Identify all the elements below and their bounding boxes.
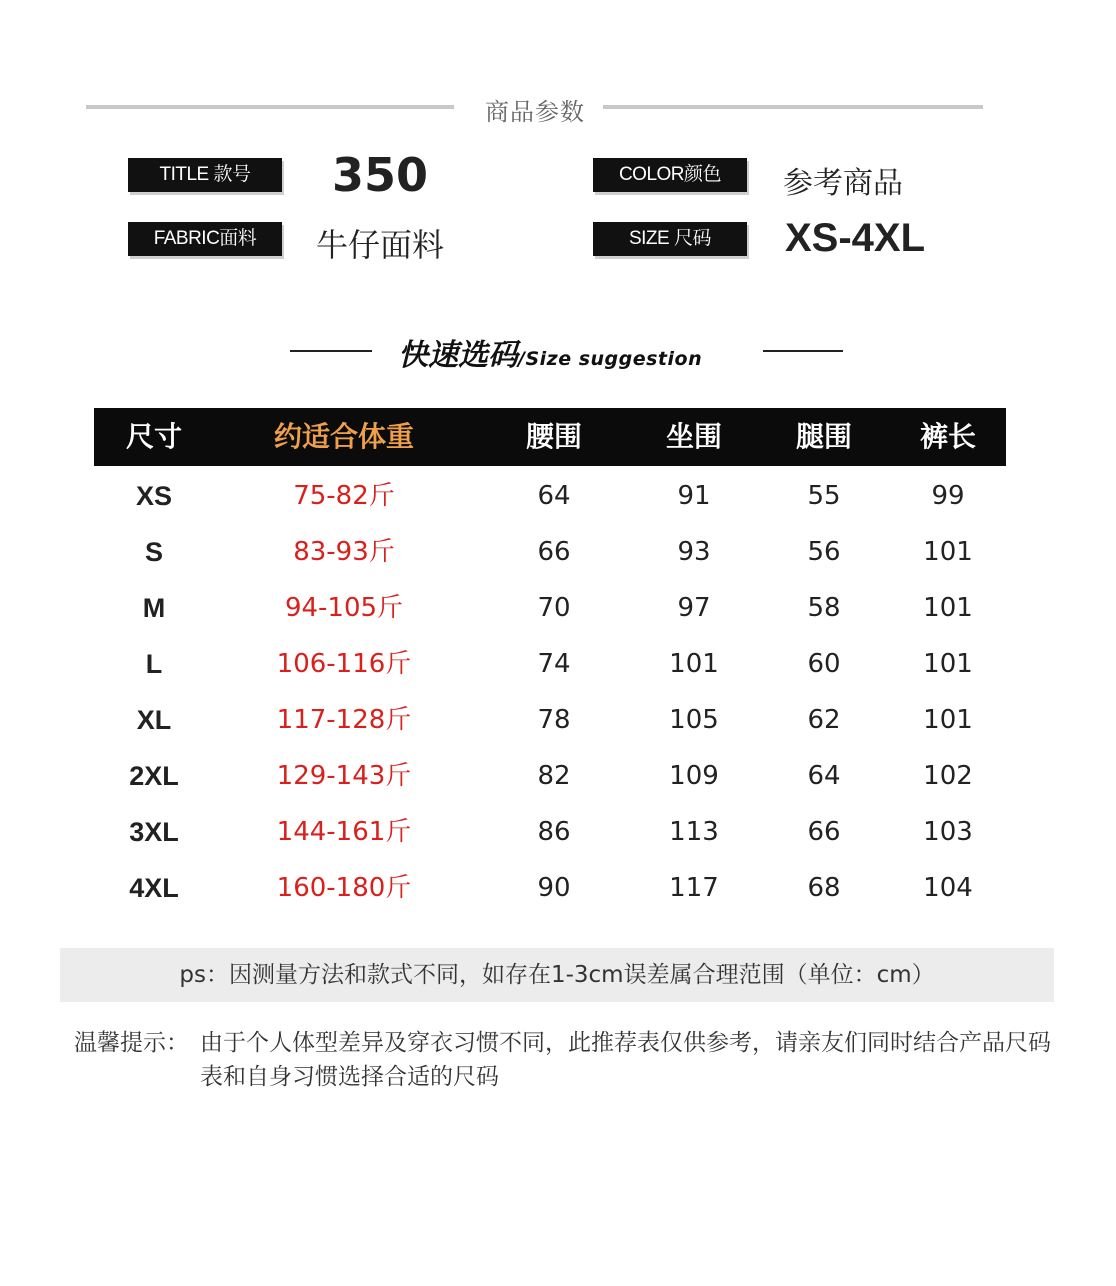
params-section-title: 商品参数 xyxy=(485,98,585,126)
cell-waist: 66 xyxy=(537,537,571,567)
header-hip: 坐围 xyxy=(665,420,722,453)
cell-hip: 109 xyxy=(669,761,719,791)
ps-note: ps：因测量方法和款式不同，如存在1-3cm误差属合理范围（单位：cm） xyxy=(60,948,1054,1002)
table-row xyxy=(94,524,1006,580)
cell-size: L xyxy=(145,649,163,679)
suggestion-divider-right xyxy=(763,350,843,352)
cell-thigh: 62 xyxy=(807,705,841,735)
cell-length: 102 xyxy=(923,761,973,791)
cell-weight: 160-180斤 xyxy=(276,873,412,903)
title-value: 350 xyxy=(332,148,429,202)
cell-waist: 78 xyxy=(537,705,571,735)
cell-waist: 86 xyxy=(537,817,571,847)
color-tag: COLOR颜色 xyxy=(593,158,747,192)
section-divider-left xyxy=(86,105,454,109)
table-row xyxy=(94,580,1006,636)
table-row xyxy=(94,804,1006,860)
cell-waist: 64 xyxy=(537,481,571,511)
cell-waist: 82 xyxy=(537,761,571,791)
section-divider-right xyxy=(603,105,983,109)
cell-hip: 91 xyxy=(677,481,711,511)
cell-size: XS xyxy=(135,481,173,511)
cell-waist: 70 xyxy=(537,593,571,623)
cell-size: M xyxy=(142,593,166,623)
cell-size: XL xyxy=(136,705,172,735)
cell-waist: 74 xyxy=(537,649,571,679)
cell-weight: 94-105斤 xyxy=(284,593,404,623)
cell-length: 101 xyxy=(923,649,973,679)
suggestion-divider-left xyxy=(290,350,372,352)
header-length: 裤长 xyxy=(919,420,976,453)
cell-length: 101 xyxy=(923,537,973,567)
cell-thigh: 58 xyxy=(807,593,841,623)
cell-thigh: 66 xyxy=(807,817,841,847)
cell-thigh: 60 xyxy=(807,649,841,679)
fabric-value: 牛仔面料 xyxy=(316,226,445,264)
table-row xyxy=(94,692,1006,748)
table-row xyxy=(94,748,1006,804)
cell-thigh: 55 xyxy=(807,481,841,511)
cell-weight: 83-93斤 xyxy=(293,537,395,567)
title-tag: TITLE 款号 xyxy=(128,158,282,192)
cell-length: 104 xyxy=(923,873,973,903)
size-suggestion-title-en: /Size suggestion xyxy=(518,348,703,370)
size-tag: SIZE 尺码 xyxy=(593,222,747,256)
cell-length: 99 xyxy=(931,481,965,511)
color-value: 参考商品 xyxy=(783,166,903,201)
cell-size: S xyxy=(144,537,163,567)
fabric-tag: FABRIC面料 xyxy=(128,222,282,256)
cell-hip: 113 xyxy=(669,817,719,847)
cell-weight: 117-128斤 xyxy=(276,705,412,735)
header-thigh: 腿围 xyxy=(795,420,852,453)
cell-weight: 129-143斤 xyxy=(276,761,412,791)
cell-size: 3XL xyxy=(129,817,179,847)
tip-label: 温馨提示： xyxy=(74,1030,189,1056)
cell-hip: 117 xyxy=(669,873,719,903)
cell-thigh: 68 xyxy=(807,873,841,903)
cell-hip: 97 xyxy=(677,593,711,623)
cell-length: 101 xyxy=(923,593,973,623)
cell-thigh: 56 xyxy=(807,537,841,567)
cell-length: 101 xyxy=(923,705,973,735)
table-row xyxy=(94,636,1006,692)
header-waist: 腰围 xyxy=(525,420,582,453)
cell-thigh: 64 xyxy=(807,761,841,791)
size-suggestion-title xyxy=(398,330,748,374)
cell-size: 4XL xyxy=(129,873,179,903)
cell-hip: 93 xyxy=(677,537,711,567)
table-row xyxy=(94,860,1006,916)
cell-waist: 90 xyxy=(537,873,571,903)
cell-hip: 105 xyxy=(669,705,719,735)
cell-weight: 144-161斤 xyxy=(276,817,412,847)
cell-weight: 106-116斤 xyxy=(276,649,412,679)
header-size: 尺寸 xyxy=(125,420,182,453)
cell-weight: 75-82斤 xyxy=(293,481,395,511)
header-weight: 约适合体重 xyxy=(273,420,414,453)
table-row xyxy=(94,468,1006,524)
cell-hip: 101 xyxy=(669,649,719,679)
size-table-header xyxy=(94,408,1006,466)
cell-size: 2XL xyxy=(129,761,179,791)
cell-length: 103 xyxy=(923,817,973,847)
size-suggestion-title-cn: 快速选码 xyxy=(398,338,518,373)
size-value: XS-4XL xyxy=(785,216,926,260)
tip-text: 由于个人体型差异及穿衣习惯不同，此推荐表仅供参考，请亲友们同时结合产品尺码表和自身习惯选择合适的尺码 xyxy=(200,1030,1051,1090)
